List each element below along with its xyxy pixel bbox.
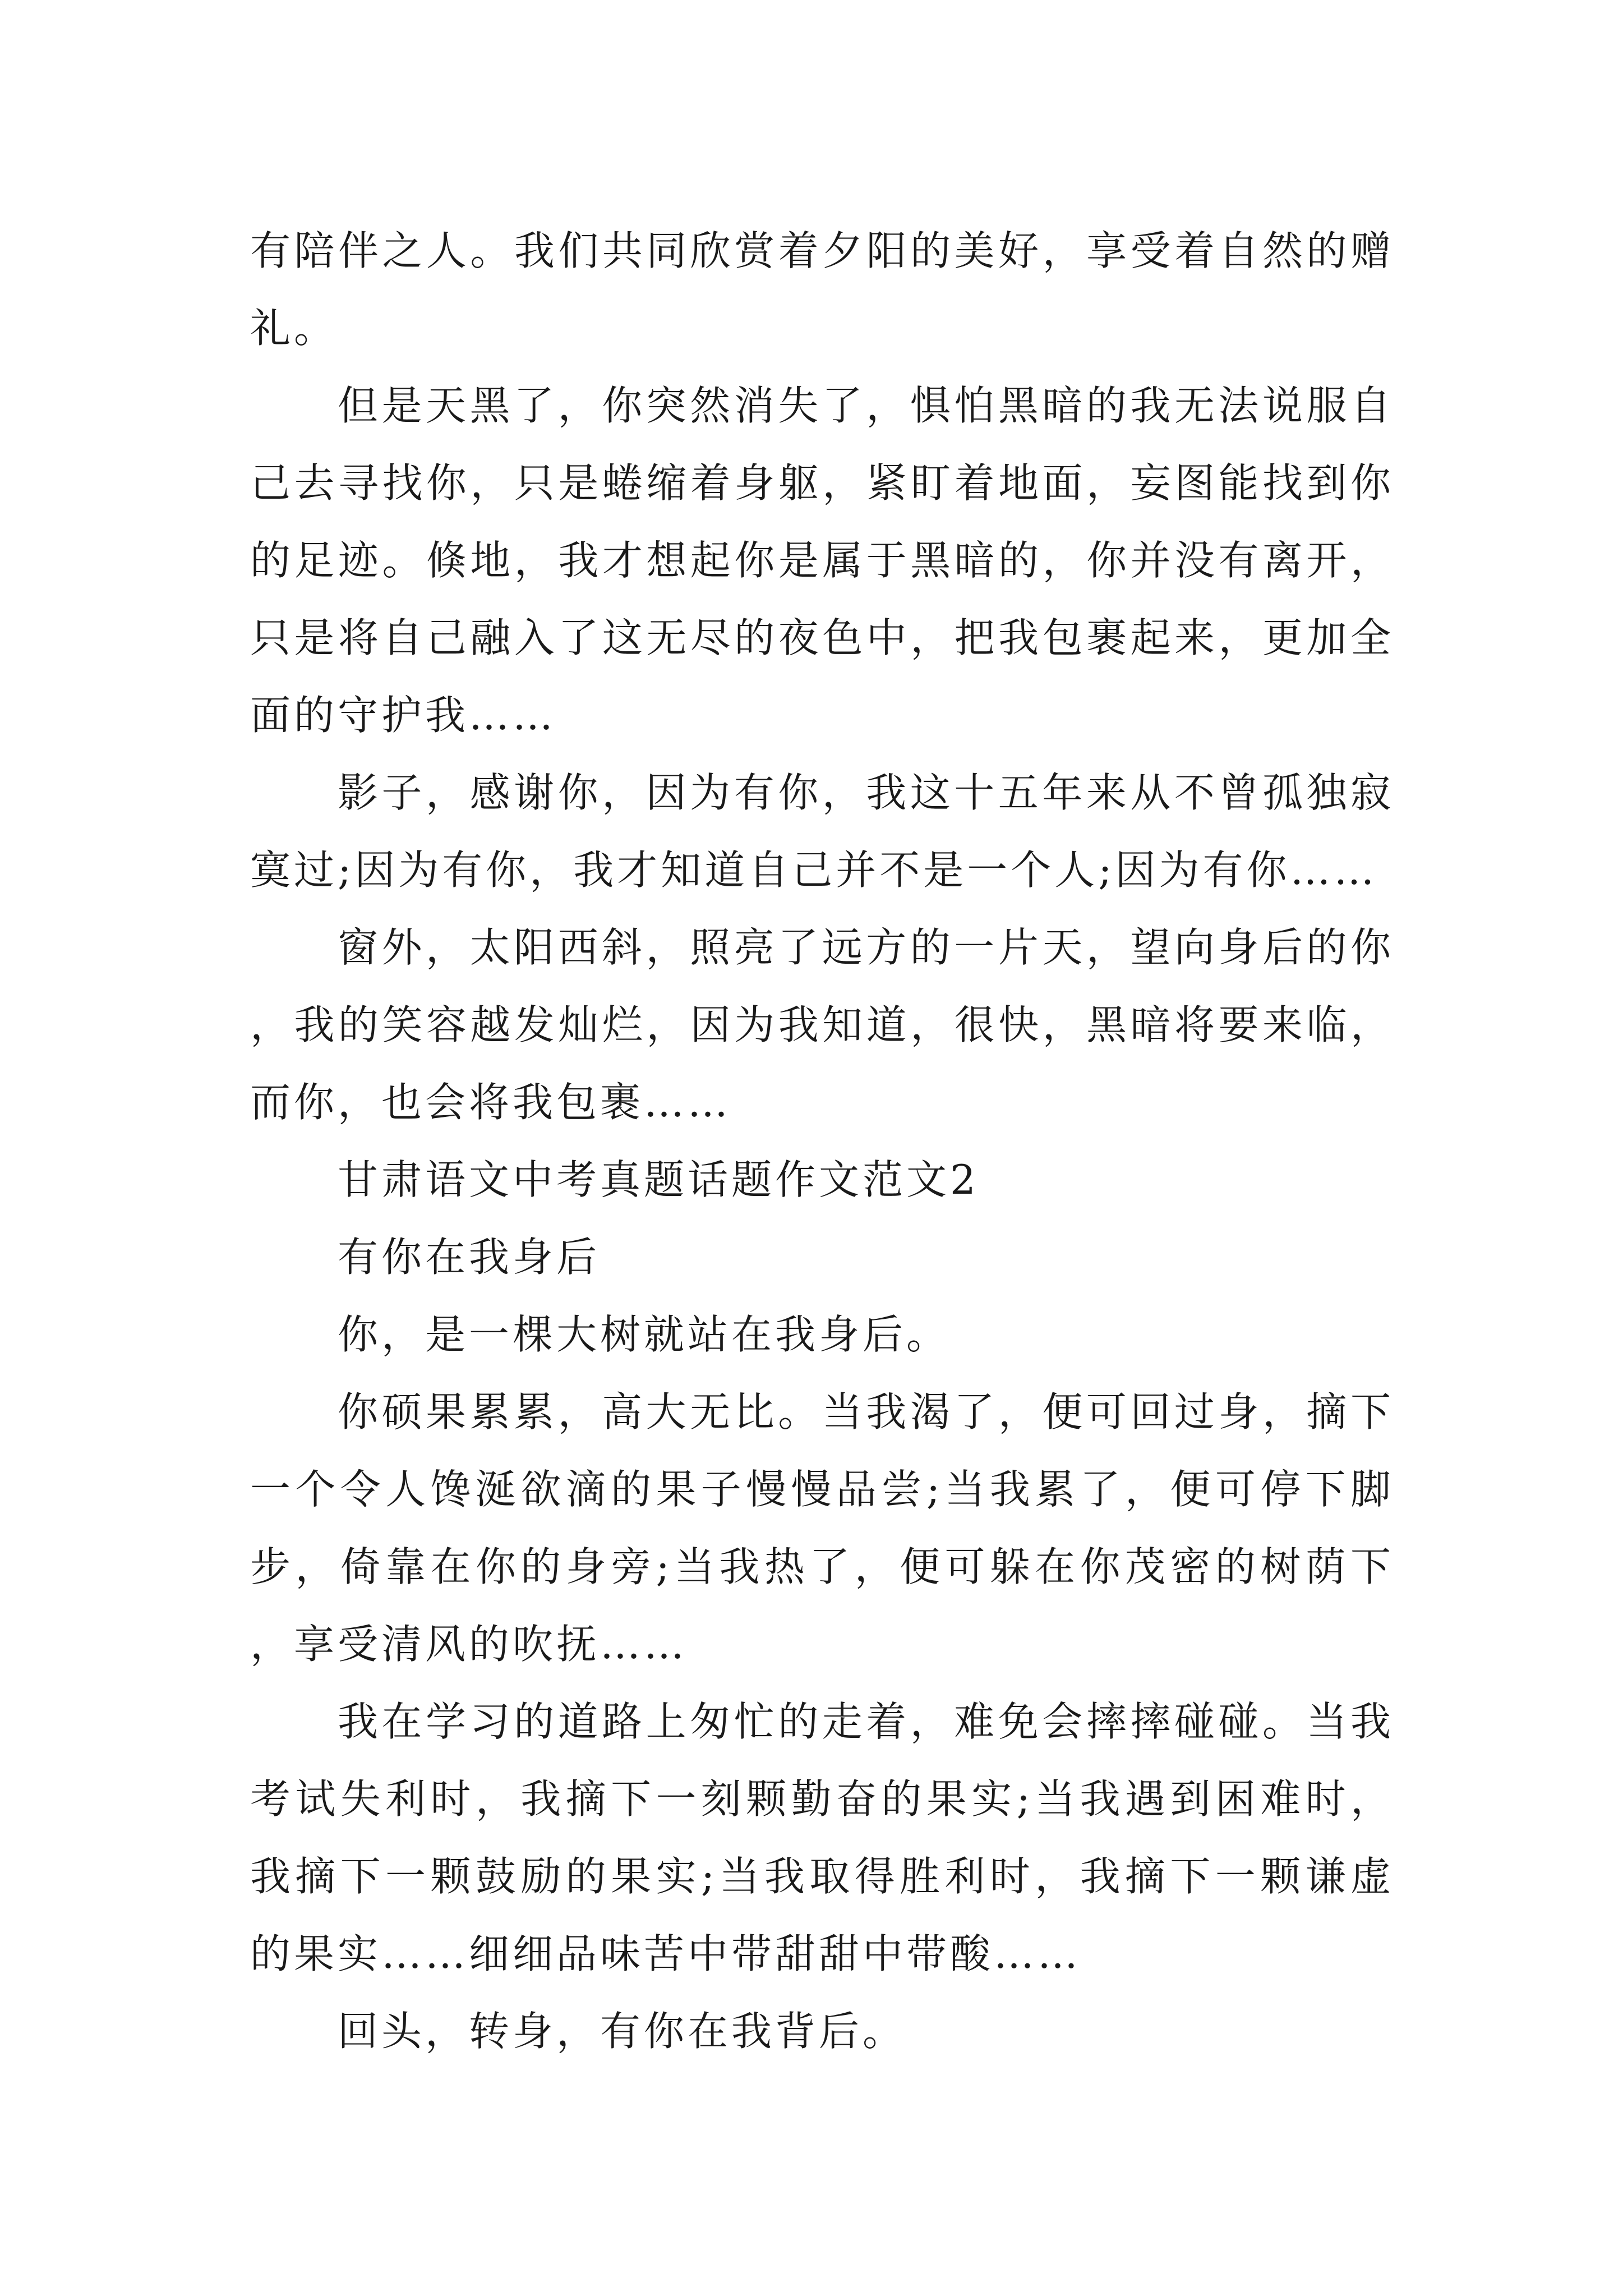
paragraph: 你硕果累累，高大无比。当我渴了，便可回过身，摘下一个令人馋涎欲滴的果子慢慢品尝;当我累了，便可停下脚步，倚靠在你的身旁;当我热了，便可躲在你茂密的树荫下，享受清风的吹抚…… (250, 1388, 1394, 1668)
essay-title: 有你在我身后 (338, 1234, 601, 1281)
paragraph: 但是天黑了，你突然消失了，惧怕黑暗的我无法说服自己去寻找你，只是蜷缩着身躯，紧盯着地面，妄图能找到你的足迹。倏地，我才想起你是属于黑暗的，你并没有离开，只是将自己融入了这无尽的夜色中，把我包裹起来，更加全面的守护我…… (250, 382, 1394, 739)
paragraph: 影子，感谢你，因为有你，我这十五年来从不曾孤独寂寞过;因为有你，我才知道自己并不是一个人;因为有你…… (250, 769, 1394, 894)
section-heading: 甘肃语文中考真题话题作文范文2 (338, 1156, 979, 1203)
document-body (250, 212, 1394, 2070)
paragraph-continuation: 有陪伴之人。我们共同欣赏着夕阳的美好，享受着自然的赠礼。 (250, 227, 1394, 352)
paragraph: 我在学习的道路上匆忙的走着，难免会摔摔碰碰。当我考试失利时，我摘下一刻颗勤奋的果实;当我遇到困难时，我摘下一颗鼓励的果实;当我取得胜利时，我摘下一颗谦虚的果实……细细品味苦中带甜甜中带酸…… (250, 1698, 1394, 1977)
paragraph: 窗外，太阳西斜，照亮了远方的一片天，望向身后的你，我的笑容越发灿烂，因为我知道，很快，黑暗将要来临，而你，也会将我包裹…… (250, 924, 1394, 1126)
paragraph: 回头，转身，有你在我背后。 (338, 2008, 907, 2055)
paragraph: 你，是一棵大树就站在我身后。 (338, 1311, 951, 1358)
